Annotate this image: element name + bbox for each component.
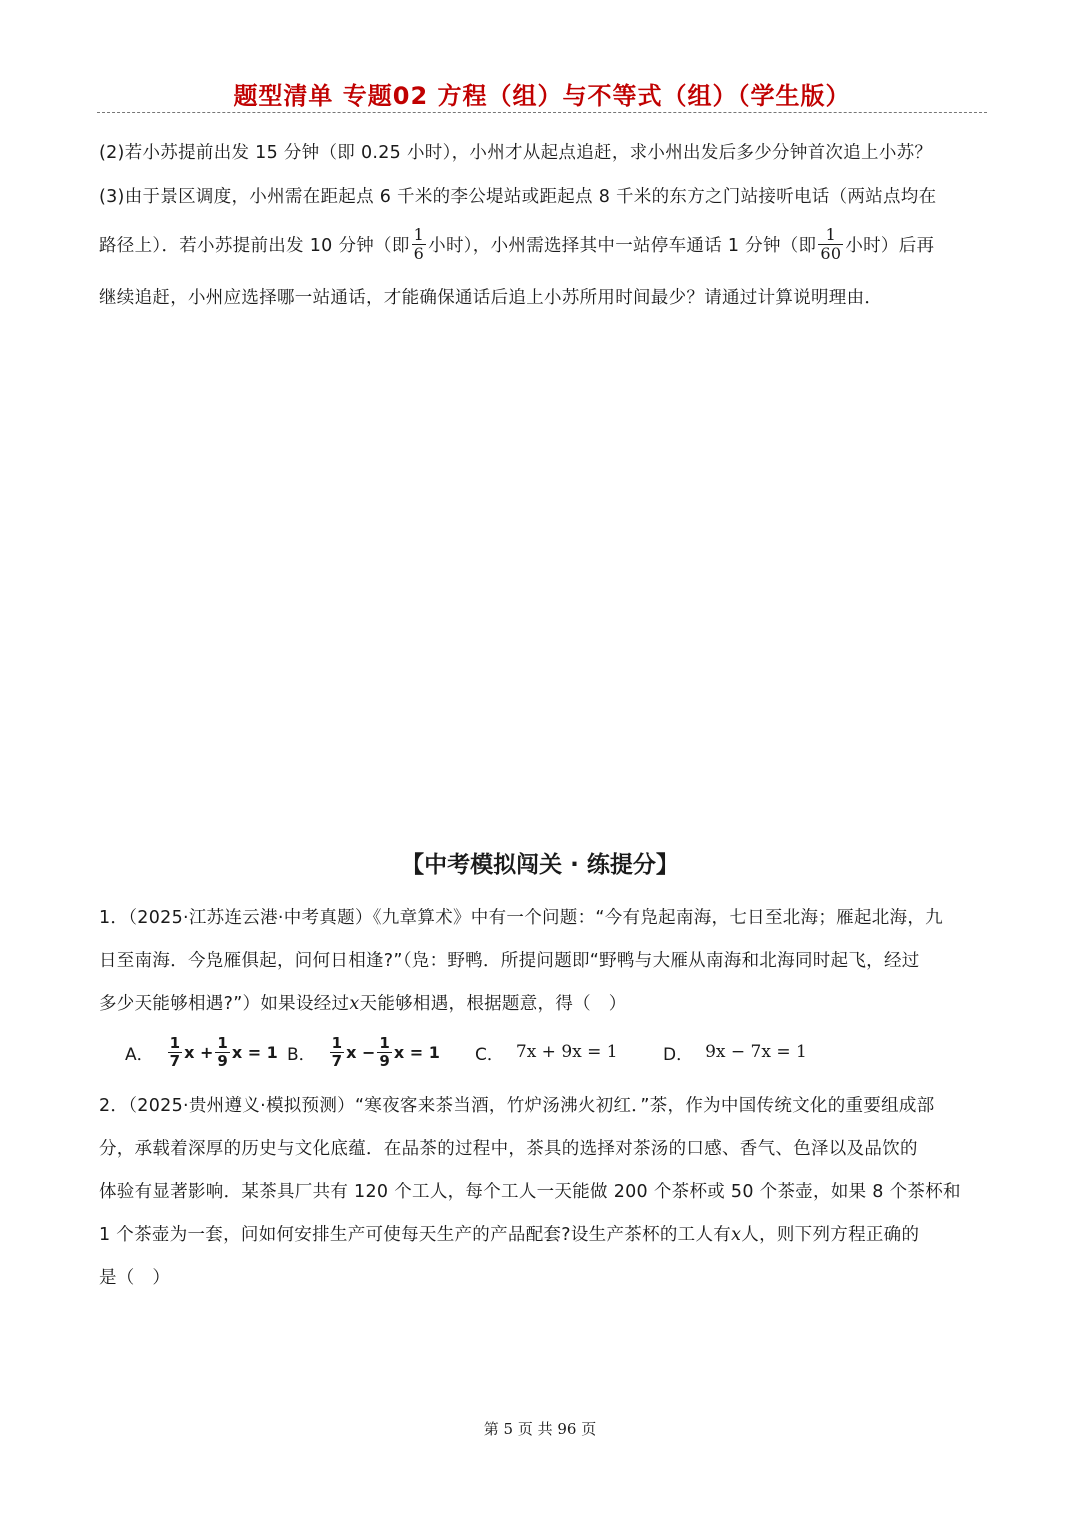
fraction-one-sixth: [412, 226, 426, 262]
text-segment: 小时）后再: [845, 235, 935, 256]
q1-line1: 1．（2025·江苏连云港·中考真题）《九章算术》中有一个问题：“今有凫起南海，七日至北海；雁起北海，九: [99, 908, 943, 928]
q2-line2: 分，承载着深厚的历史与文化底蕴．在品茶的过程中，茶具的选择对茶汤的口感、香气、色泽以及品饮的: [99, 1139, 918, 1159]
section-title: 【中考模拟闯关 · 练提分】: [401, 852, 679, 878]
question-part-3-line3: 继续追赶，小州应选择哪一站通话，才能确保通话后追上小苏所用时间最少？请通过计算说明理由．: [99, 288, 883, 308]
q1-options: [125, 1030, 985, 1074]
page-header: [97, 76, 987, 113]
denominator: 9: [379, 1051, 390, 1070]
question-part-3-line2: [99, 221, 989, 267]
option-expression: [166, 1035, 278, 1069]
denominator: 60: [820, 243, 842, 263]
text-segment: 1 个茶壶为一套，问如何安排生产可使每天生产的产品配套?设生产茶杯的工人有: [99, 1225, 732, 1245]
denominator: 7: [169, 1051, 181, 1070]
option-expression: [328, 1035, 440, 1069]
option-letter: B．: [287, 1044, 316, 1065]
denominator: 6: [413, 243, 425, 263]
q2-line3: 体验有显著影响．某茶具厂共有 120 个工人，每个工人一天能做 200 个茶杯或 50 个茶壶，如果 8 个茶杯和: [99, 1182, 961, 1202]
numerator: 1: [331, 1034, 343, 1052]
text-segment: 多少天能够相遇?”）如果设经过: [99, 994, 350, 1014]
text-segment: 小时），小州需选择其中一站停车通话 1 分钟（即: [428, 235, 817, 256]
option-a[interactable]: [125, 1030, 278, 1074]
option-letter: D．: [663, 1044, 694, 1065]
numerator: 1: [379, 1034, 390, 1052]
option-b[interactable]: [287, 1030, 440, 1074]
q1-line2: 日至南海．今凫雁俱起，问何日相逢?”（凫：野鸭．所提问题即“野鸭与大雁从南海和北海同时起飞，经过: [99, 951, 920, 971]
operator: x +: [184, 1042, 214, 1062]
option-d[interactable]: [663, 1030, 807, 1074]
numerator: 1: [169, 1034, 181, 1052]
option-letter: C．: [475, 1044, 504, 1065]
page-footer: 第 5 页 共 96 页: [483, 1420, 597, 1438]
question-part-3-line1: (3)由于景区调度，小州需在距起点 6 千米的李公堤站或距起点 8 千米的东方之门站接听电话（两站点均在: [99, 187, 937, 207]
option-c[interactable]: [475, 1030, 618, 1074]
numerator: 1: [413, 224, 425, 244]
numerator: 1: [217, 1034, 228, 1052]
operator: x −: [346, 1042, 376, 1062]
denominator: 9: [217, 1051, 228, 1070]
variable-x: x: [731, 1225, 742, 1245]
option-letter: A．: [125, 1044, 154, 1065]
option-expression: 9x − 7x = 1: [705, 1042, 807, 1062]
equation-tail: x = 1: [231, 1042, 278, 1062]
text-segment: 人，则下列方程正确的: [741, 1225, 920, 1245]
page-title: 题型清单 专题02 方程（组）与不等式（组）（学生版）: [233, 82, 851, 110]
denominator: 7: [331, 1051, 343, 1070]
q2-line1: 2．（2025·贵州遵义·模拟预测）“寒夜客来茶当酒，竹炉汤沸火初红．”茶，作为中国传统文化的重要组成部: [99, 1096, 935, 1116]
text-segment: 天能够相遇，根据题意，得（ ）: [359, 994, 627, 1014]
text-segment: 路径上）．若小苏提前出发 10 分钟（即: [99, 235, 410, 256]
numerator: 1: [818, 226, 843, 245]
equation-tail: x = 1: [393, 1042, 440, 1062]
question-part-2: (2)若小苏提前出发 15 分钟（即 0.25 小时），小州才从起点追赶，求小州出发后多少分钟首次追上小苏？: [99, 143, 933, 163]
q2-line5: 是（ ）: [99, 1268, 171, 1288]
variable-x: x: [349, 994, 360, 1014]
q2-line4: [99, 1221, 989, 1246]
q1-line3: [99, 990, 989, 1015]
fraction-one-sixtieth: [818, 226, 843, 262]
option-expression: 7x + 9x = 1: [515, 1042, 618, 1062]
